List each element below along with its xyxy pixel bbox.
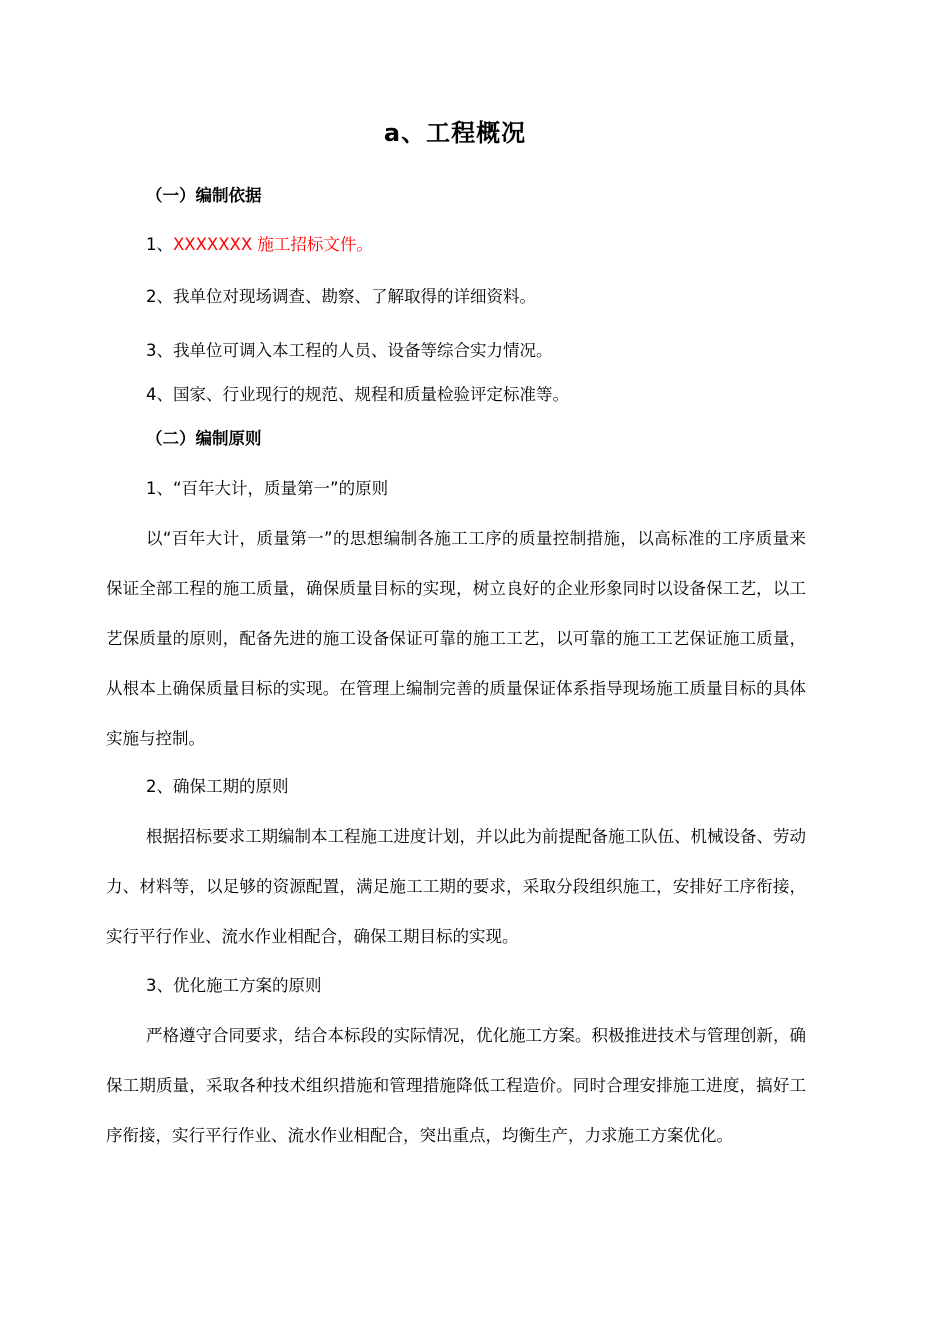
section-heading-basis: （一）编制依据 (146, 186, 262, 205)
principle-body-3: 严格遵守合同要求，结合本标段的实际情况，优化施工方案。积极推进技术与管理创新，确保工期质量，采取各种技术组织措施和管理措施降低工程造价。同时合理安排施工进度，搞好工序衔接，实行平行作业、流水作业相配合，突出重点，均衡生产，力求施工方案优化。 (106, 1026, 806, 1145)
basis-item-number: 3、 (146, 341, 173, 360)
section-heading-principles: （二）编制原则 (146, 429, 262, 448)
principle-title-1: 1、“百年大计，质量第一”的原则 (146, 479, 389, 498)
basis-item-number: 1、 (146, 235, 173, 254)
basis-item-text: 我单位对现场调查、勘察、了解取得的详细资料。 (173, 287, 536, 306)
basis-item-3 (146, 339, 553, 363)
principle-body-2: 根据招标要求工期编制本工程施工进度计划，并以此为前提配备施工队伍、机械设备、劳动力、材料等，以足够的资源配置，满足施工工期的要求，采取分段组织施工，安排好工序衔接，实行平行作业、流水作业相配合，确保工期目标的实现。 (106, 827, 806, 946)
basis-item-text: 我单位可调入本工程的人员、设备等综合实力情况。 (173, 341, 553, 360)
basis-item-number: 4、 (146, 385, 173, 404)
basis-item-text-highlight: XXXXXXX 施工招标文件。 (173, 235, 373, 254)
principle-title-3: 3、优化施工方案的原则 (146, 976, 322, 995)
basis-item-1 (146, 233, 373, 257)
principle-body-1: 以“百年大计，质量第一”的思想编制各施工工序的质量控制措施，以高标准的工序质量来保证全部工程的施工质量，确保质量目标的实现，树立良好的企业形象同时以设备保工艺，以工艺保质量的原则，配备先进的施工设备保证可靠的施工工艺，以可靠的施工工艺保证施工质量，从根本上确保质量目标的实现。在管理上编制完善的质量保证体系指导现场施工质量目标的具体实施与控制。 (106, 529, 806, 748)
principle-title-2: 2、确保工期的原则 (146, 777, 289, 796)
basis-item-number: 2、 (146, 287, 173, 306)
basis-item-text: 国家、行业现行的规范、规程和质量检验评定标准等。 (173, 385, 569, 404)
basis-item-2 (146, 285, 536, 309)
basis-item-4 (146, 383, 569, 407)
page-title: a、工程概况 (383, 119, 527, 147)
